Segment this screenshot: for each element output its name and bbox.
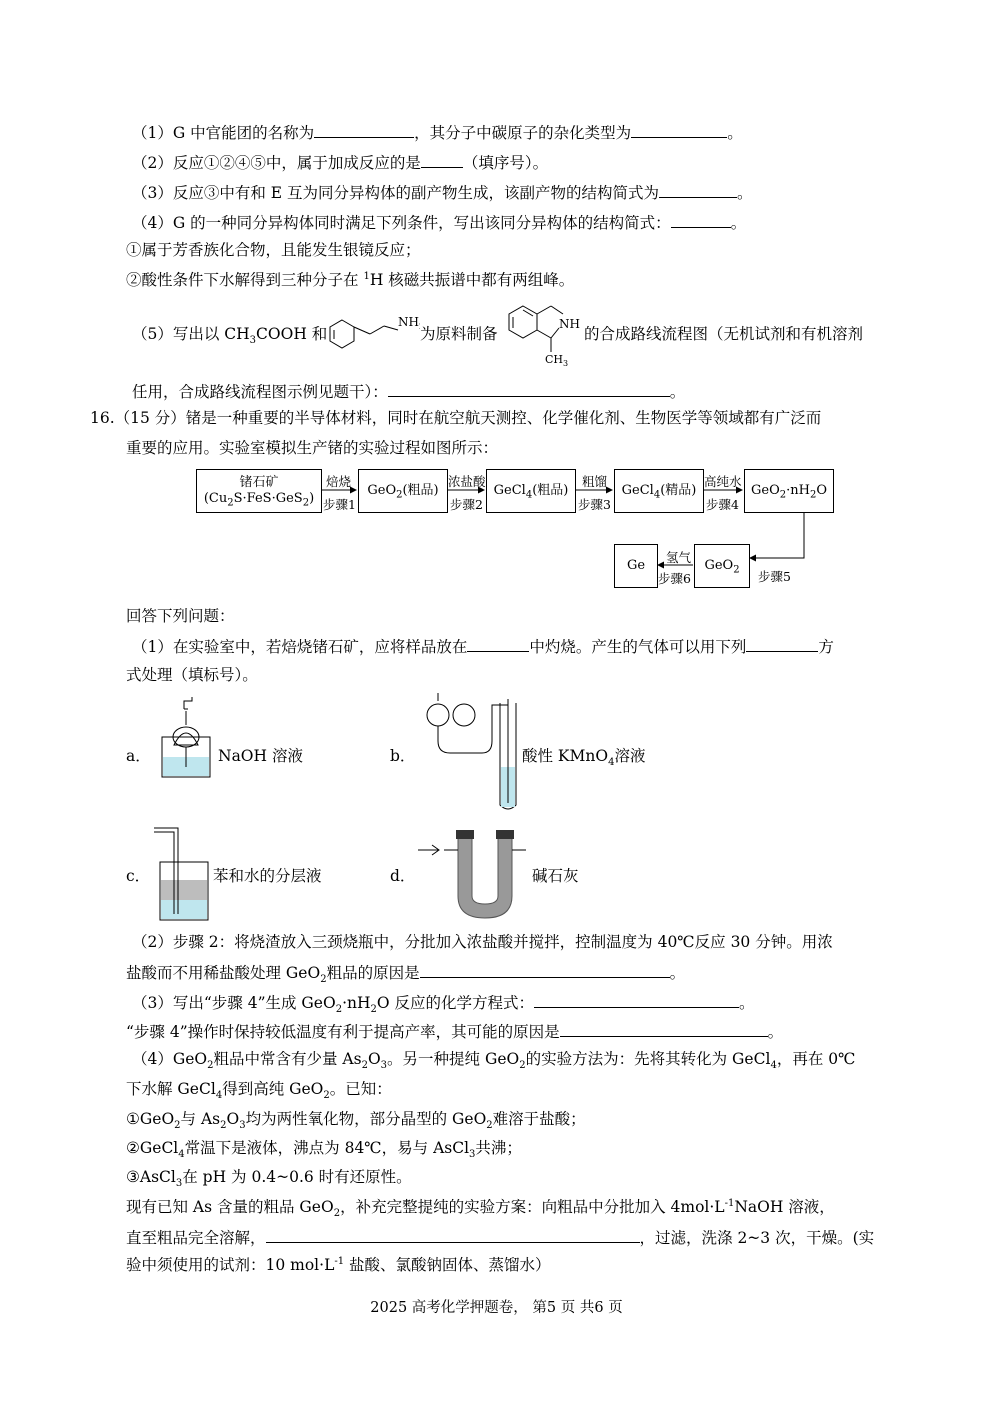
option-d-letter: d． bbox=[390, 867, 416, 885]
q15-4: （4）G 的一种同分异构体同时满足下列条件，写出该同分异构体的结构简式： 。 bbox=[132, 211, 746, 233]
option-a-label: NaOH 溶液 bbox=[218, 747, 303, 765]
answer-blank[interactable] bbox=[467, 635, 529, 652]
nh2-label: NH bbox=[398, 315, 419, 329]
q15-2: （2）反应①②④⑤中，属于加成反应的是 （填序号）。 bbox=[132, 151, 548, 173]
arrow-label-3-bot: 步骤3 bbox=[578, 497, 611, 512]
q16-known-2: ②GeCl$_4$常温下是液体，沸点为 84℃，易与 AsCl$_3$共沸； bbox=[126, 1139, 522, 1161]
q16-4-c: 现有已知 As 含量的粗品 GeO$_2$，补充完整提纯的实验方案：向粗品中分批加入 $4mol\cdot L^{-1}NaOH$ 溶液， bbox=[126, 1197, 835, 1220]
flow-box-gecl4-crude: GeCl$_4$(粗品) bbox=[486, 469, 576, 513]
q15-cond-2: ②酸性条件下水解得到三种分子在 $^1$H 核磁共振谱中都有两组峰。 bbox=[126, 270, 575, 289]
arrow-label-6-top: 氢气 bbox=[666, 550, 692, 565]
q16-known-1: ①GeO$_2$与 $As_2O_3$均为两性氧化物，部分晶型的 GeO$_2$难溶于盐酸； bbox=[126, 1110, 586, 1132]
arrow-label-1-bot: 步骤1 bbox=[323, 497, 356, 512]
q15-5-d: 任用，合成路线流程图示例见题干）： 。 bbox=[132, 380, 685, 402]
option-a-letter: a． bbox=[126, 747, 151, 765]
flow-arrows bbox=[0, 0, 993, 600]
arrow-label-1-top: 焙烧 bbox=[326, 474, 352, 489]
q16-intro-1: 16.（15 分）锗是一种重要的半导体材料，同时在航空航天测控、化学催化剂、生物医学等领域都有广泛而 bbox=[90, 409, 822, 427]
flow-box-gecl4-pure: GeCl$_4$(精品) bbox=[614, 469, 704, 513]
q16-2-a: （2）步骤 2：将烧渣放入三颈烧瓶中，分批加入浓盐酸并搅拌，控制温度为 40℃反应 30 分钟。用浓 bbox=[132, 933, 833, 951]
nh-label: NH bbox=[559, 317, 580, 331]
arrow-label-2-top: 浓盐酸 bbox=[448, 474, 486, 489]
answer-blank[interactable] bbox=[420, 961, 670, 978]
q16-4-e: 验中须使用的试剂：10 $mol\cdot L^{-1}$ 盐酸、氯酸钠固体、蒸馏水） bbox=[126, 1255, 551, 1274]
option-c-letter: c． bbox=[126, 867, 151, 885]
flow-box-geo2: GeO$_2$ bbox=[694, 544, 750, 588]
answer-blank[interactable] bbox=[266, 1226, 640, 1243]
arrow-label-2-bot: 步骤2 bbox=[450, 497, 483, 512]
arrow-label-4-bot: 步骤4 bbox=[706, 497, 739, 512]
q16-1-a: （1）在实验室中，若焙烧锗石矿，应将样品放在 中灼烧。产生的气体可以用下列 方 bbox=[132, 635, 834, 657]
arrow-label-3-top: 粗馏 bbox=[582, 474, 608, 489]
answer-blank[interactable] bbox=[560, 1020, 768, 1037]
arrow-label-6-bot: 步骤6 bbox=[658, 571, 691, 586]
q15-5-c: 的合成路线流程图（无机试剂和有机溶剂 bbox=[584, 325, 864, 343]
q16-1-b: 式处理（填标号）。 bbox=[126, 666, 258, 684]
arrow-label-4-top: 高纯水 bbox=[704, 474, 742, 489]
flow-box-ore: 锗石矿 $(Cu_2S\cdot FeS\cdot GeS_2)$ bbox=[196, 469, 322, 513]
q15-1: （1）G 中官能团的名称为 ，其分子中碳原子的杂化类型为 。 bbox=[132, 121, 743, 143]
q16-2-b: 盐酸而不用稀盐酸处理 GeO$_2$粗品的原因是 。 bbox=[126, 961, 685, 983]
q16-4-d: 直至粗品完全溶解， ，过滤，洗涤 2~3 次，干燥。(实 bbox=[126, 1226, 874, 1248]
option-d-label: 碱石灰 bbox=[532, 867, 579, 885]
option-b-label: 酸性 KMnO$_4$溶液 bbox=[522, 747, 646, 769]
option-b-letter: b． bbox=[390, 747, 416, 765]
q16-known-3: ③AsCl$_3$在 pH 为 0.4~0.6 时有还原性。 bbox=[126, 1168, 412, 1190]
answer-blank[interactable] bbox=[534, 991, 739, 1008]
q15-3: （3）反应③中有和 E 互为同分异构体的副产物生成，该副产物的结构简式为 。 bbox=[132, 181, 753, 203]
q16-4-a: （4）GeO$_2$粗品中常含有少量 $As_2O_3$。另一种提纯 GeO$_2$的实验方法为：先将其转化为 GeCl$_4$，再在 0℃ bbox=[132, 1050, 856, 1072]
q16-3-b: “步骤 4”操作时保持较低温度有利于提高产率，其可能的原因是 。 bbox=[126, 1020, 783, 1042]
apparatus-c-beaker-layers bbox=[152, 826, 212, 922]
page-footer: 2025 高考化学押题卷， 第5 页 共6 页 bbox=[370, 1300, 623, 1316]
q15-5-a: （5）写出以 $CH_3COOH$ 和 bbox=[132, 325, 328, 347]
q16-4-b: 下水解 GeCl$_4$得到高纯 GeO$_2$。已知： bbox=[126, 1080, 392, 1102]
q15-cond-1: ①属于芳香族化合物，且能发生银镜反应； bbox=[126, 241, 421, 259]
flow-box-ge: Ge bbox=[614, 544, 658, 588]
q15-5-b: 为原料制备 bbox=[420, 325, 498, 343]
arrow-label-5: 步骤5 bbox=[758, 569, 791, 584]
apparatus-b-u-tube bbox=[416, 693, 520, 813]
answer-heading: 回答下列问题： bbox=[126, 607, 235, 625]
apparatus-d-drying-tube bbox=[418, 826, 530, 922]
q16-3-a: （3）写出“步骤 4”生成 $GeO_2\cdot nH_2O$ 反应的化学方程式： 。 bbox=[132, 991, 755, 1013]
flow-box-geo2-crude: GeO$_2$(粗品) bbox=[358, 469, 448, 513]
q16-intro-2: 重要的应用。实验室模拟生产锗的实验过程如图所示： bbox=[126, 439, 499, 457]
apparatus-a-beaker-funnel bbox=[158, 697, 216, 781]
option-c-label: 苯和水的分层液 bbox=[213, 867, 322, 885]
ch3-label: $CH_3$ bbox=[545, 353, 569, 368]
answer-blank[interactable] bbox=[746, 635, 818, 652]
flow-box-geo2-hydrate: $GeO_2\cdot nH_2O$ bbox=[744, 469, 834, 513]
